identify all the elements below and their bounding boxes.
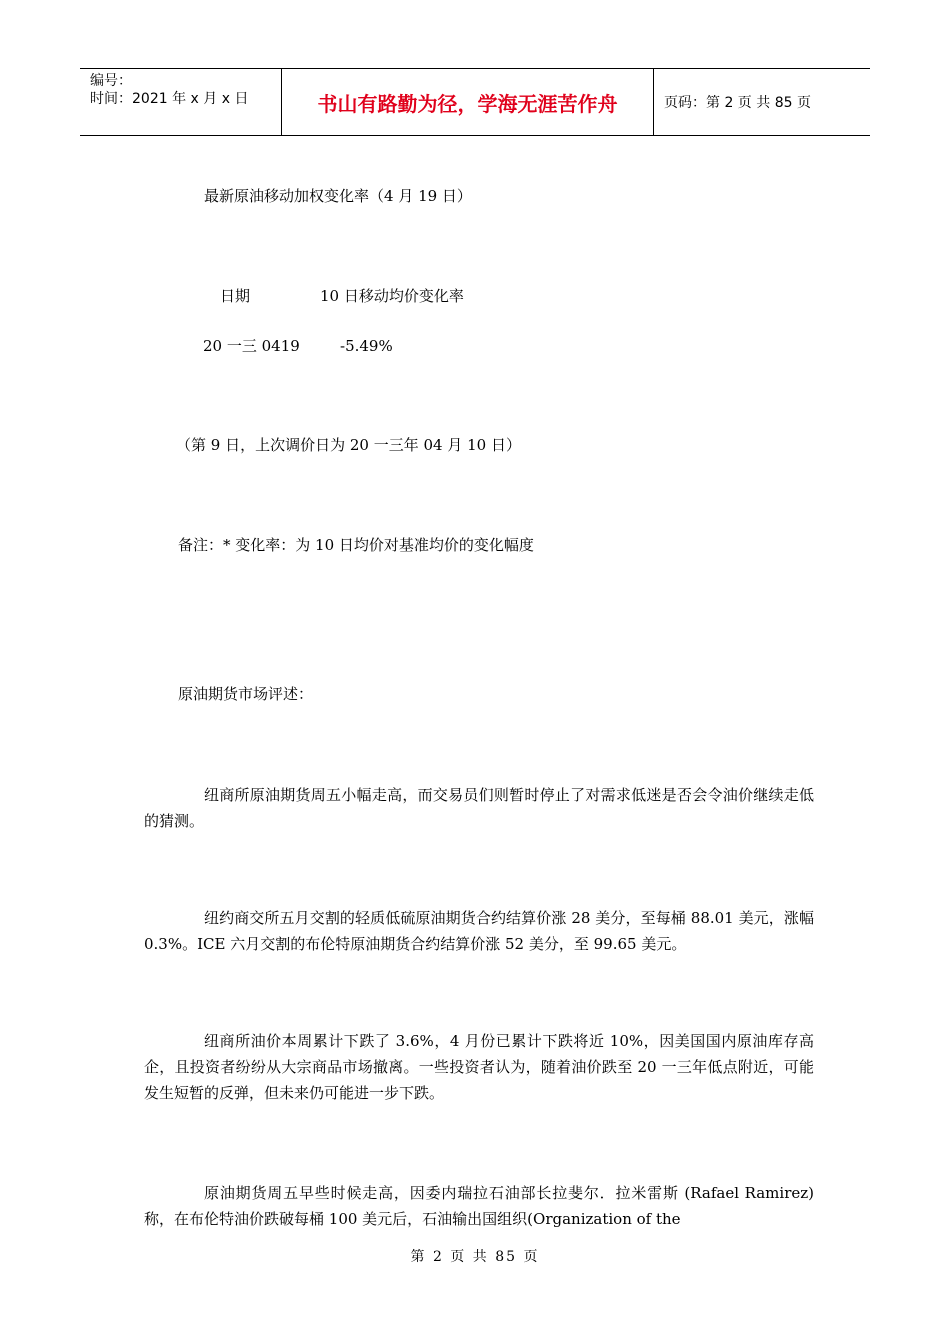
paragraph: 纽商所原油期货周五小幅走高，而交易员们则暂时停止了对需求低迷是否会令油价继续走低的猜测。 [144, 786, 814, 830]
table-header-date: 日期 [220, 287, 251, 305]
doc-number: 编号： [90, 73, 132, 89]
adjustment-note: （第 9 日，上次调价日为 20 一三年 04 月 10 日） [176, 436, 521, 454]
doc-date: 时间：2021 年 x 月 x 日 [90, 91, 249, 107]
paragraph: 纽商所油价本周累计下跌了 3.6%，4 月份已累计下跌将近 10%，因美国国内原油库存高企，且投资者纷纷从大宗商品市场撤离。一些投资者认为，随着油价跌至 20 一三年低点附近，可能发生短暂的反弹，但未来仍可能进一步下跌。 [144, 1032, 814, 1102]
header-meta [80, 69, 282, 135]
table-header-rate: 10 日移动均价变化率 [320, 287, 464, 305]
rate-title: 最新原油移动加权变化率（4 月 19 日） [204, 187, 472, 205]
table-cell-date: 20 一三 0419 [203, 337, 300, 355]
header-motto: 书山有路勤为径，学海无涯苦作舟 [282, 69, 654, 135]
table-cell-rate: -5.49% [340, 337, 393, 355]
remark: 备注：* 变化率：为 10 日均价对基准均价的变化幅度 [178, 536, 534, 554]
paragraph: 原油期货周五早些时候走高，因委内瑞拉石油部长拉斐尔．拉米雷斯 (Rafael Ramirez)称，在布伦特油价跌破每桶 100 美元后，石油输出国组织(Organization of the [144, 1184, 814, 1228]
header-page-info: 页码：第 2 页 共 85 页 [664, 95, 811, 111]
page-footer: 第 2 页 共 85 页 [410, 1249, 540, 1265]
page-header [80, 68, 870, 136]
paragraph: 纽约商交所五月交割的轻质低硫原油期货合约结算价涨 28 美分，至每桶 88.01 美元，涨幅 0.3%。ICE 六月交割的布伦特原油期货合约结算价涨 52 美分，至 99.65 美元。 [144, 909, 814, 953]
section-title: 原油期货市场评述： [178, 685, 314, 703]
